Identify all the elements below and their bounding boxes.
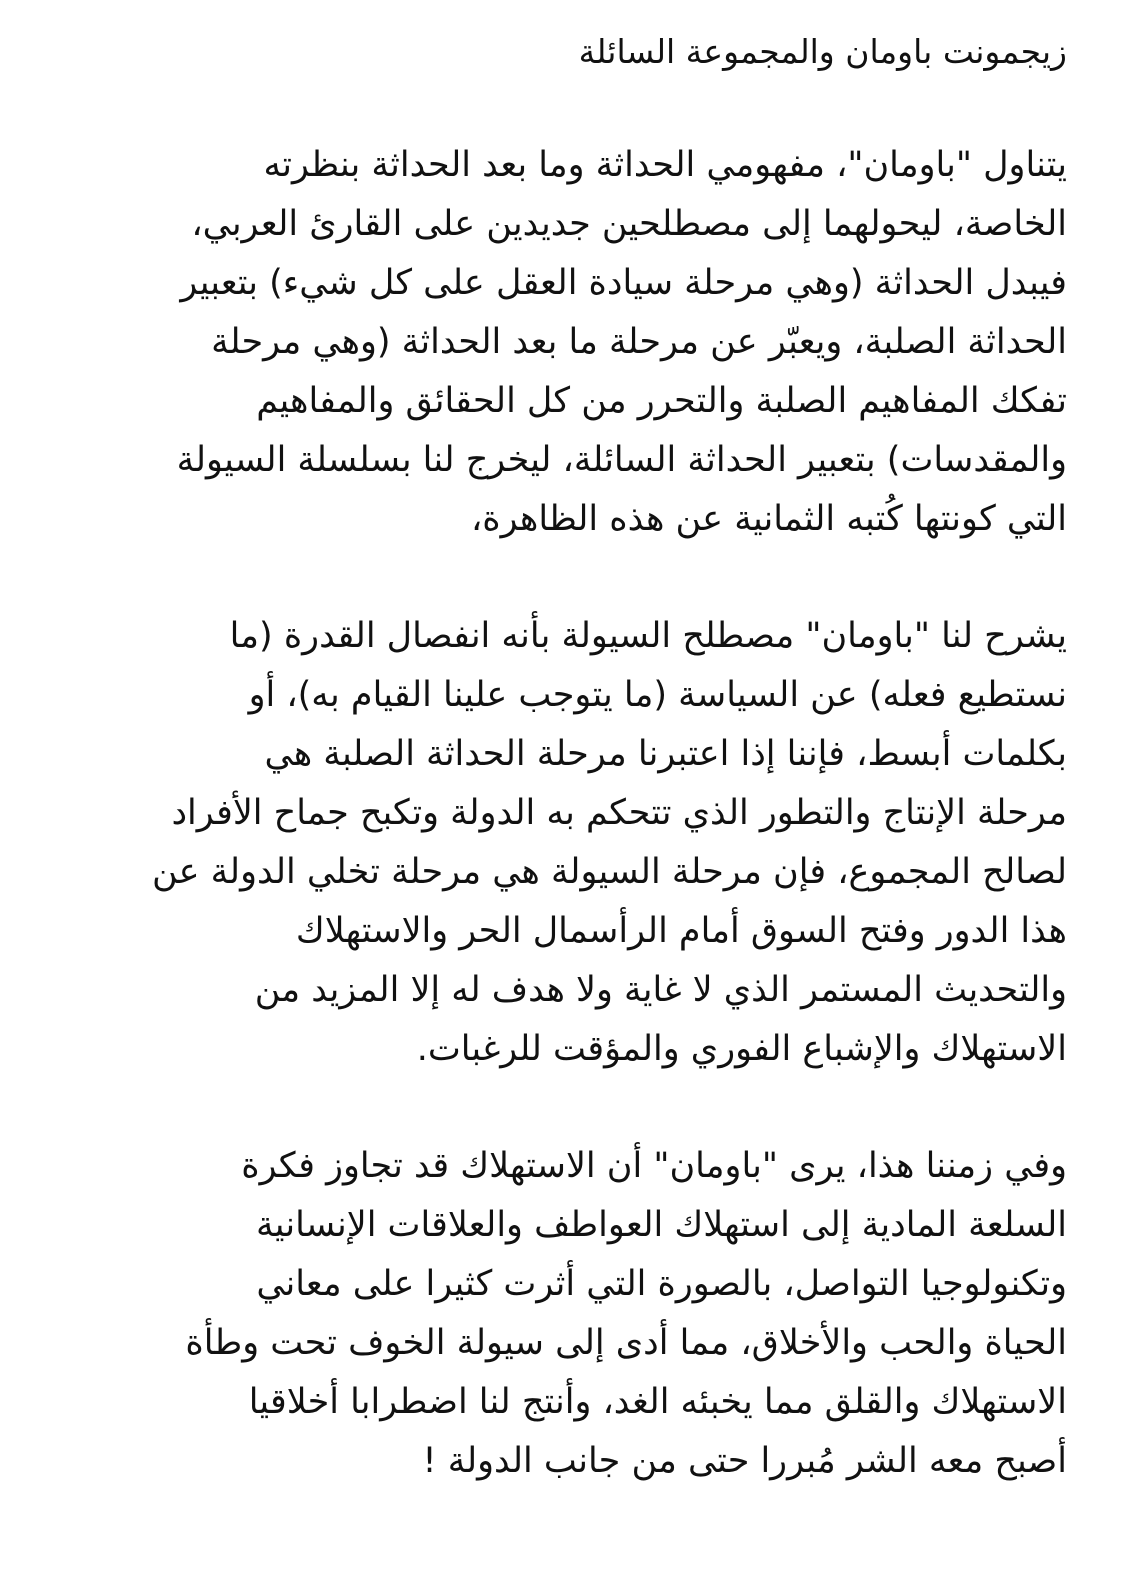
paragraph-line: وفي زمننا هذا، يرى "باومان" أن الاستهلاك قد تجاوز فكرة xyxy=(241,1146,1067,1186)
paragraph-line: تفكك المفاهيم الصلبة والتحرر من كل الحقائق والمفاهيم xyxy=(256,381,1067,421)
paragraph-line: لصالح المجموع، فإن مرحلة السيولة هي مرحلة تخلي الدولة عن xyxy=(152,852,1067,892)
paragraph xyxy=(44,607,1067,1079)
paragraph-line: الحياة والحب والأخلاق، مما أدى إلى سيولة الخوف تحت وطأة xyxy=(185,1323,1067,1363)
paragraph-line: وتكنولوجيا التواصل، بالصورة التي أثرت كثيرا على معاني xyxy=(256,1264,1067,1304)
paragraph-line: السلعة المادية إلى استهلاك العواطف والعلاقات الإنسانية xyxy=(256,1205,1067,1245)
paragraph-line: أصبح معه الشر مُبررا حتى من جانب الدولة ! xyxy=(422,1441,1067,1481)
paragraph-line: يشرح لنا "باومان" مصطلح السيولة بأنه انفصال القدرة (ما xyxy=(229,616,1067,656)
paragraph-line: الخاصة، ليحولهما إلى مصطلحين جديدين على القارئ العربي، xyxy=(191,204,1067,244)
paragraph-line: التي كونتها كُتبه الثمانية عن هذه الظاهرة، xyxy=(470,499,1067,539)
paragraph-line: بكلمات أبسط، فإننا إذا اعتبرنا مرحلة الحداثة الصلبة هي xyxy=(264,734,1067,774)
paragraph-line: هذا الدور وفتح السوق أمام الرأسمال الحر والاستهلاك xyxy=(295,911,1067,951)
paragraph-line: فيبدل الحداثة (وهي مرحلة سيادة العقل على كل شيء) بتعبير xyxy=(180,263,1067,303)
paragraph-line: مرحلة الإنتاج والتطور الذي تتحكم به الدولة وتكبح جماح الأفراد xyxy=(171,793,1067,833)
document-title: زيجمونت باومان والمجموعة السائلة xyxy=(578,32,1067,71)
paragraph-line: الاستهلاك والإشباع الفوري والمؤقت للرغبات. xyxy=(416,1029,1067,1069)
paragraph-line: نستطيع فعله) عن السياسة (ما يتوجب علينا القيام به)، أو xyxy=(248,675,1067,715)
paragraph-line: والمقدسات) بتعبير الحداثة السائلة، ليخرج لنا بسلسلة السيولة xyxy=(176,440,1067,480)
paragraph-line: والتحديث المستمر الذي لا غاية ولا هدف له إلا المزيد من xyxy=(254,970,1067,1010)
paragraph xyxy=(44,136,1067,549)
paragraph-line: الحداثة الصلبة، ويعبّر عن مرحلة ما بعد الحداثة (وهي مرحلة xyxy=(211,322,1067,362)
paragraph-line: الاستهلاك والقلق مما يخبئه الغد، وأنتج لنا اضطرابا أخلاقيا xyxy=(248,1382,1067,1422)
paragraph xyxy=(44,1137,1067,1491)
paragraph-line: يتناول "باومان"، مفهومي الحداثة وما بعد الحداثة بنظرته xyxy=(263,145,1067,185)
